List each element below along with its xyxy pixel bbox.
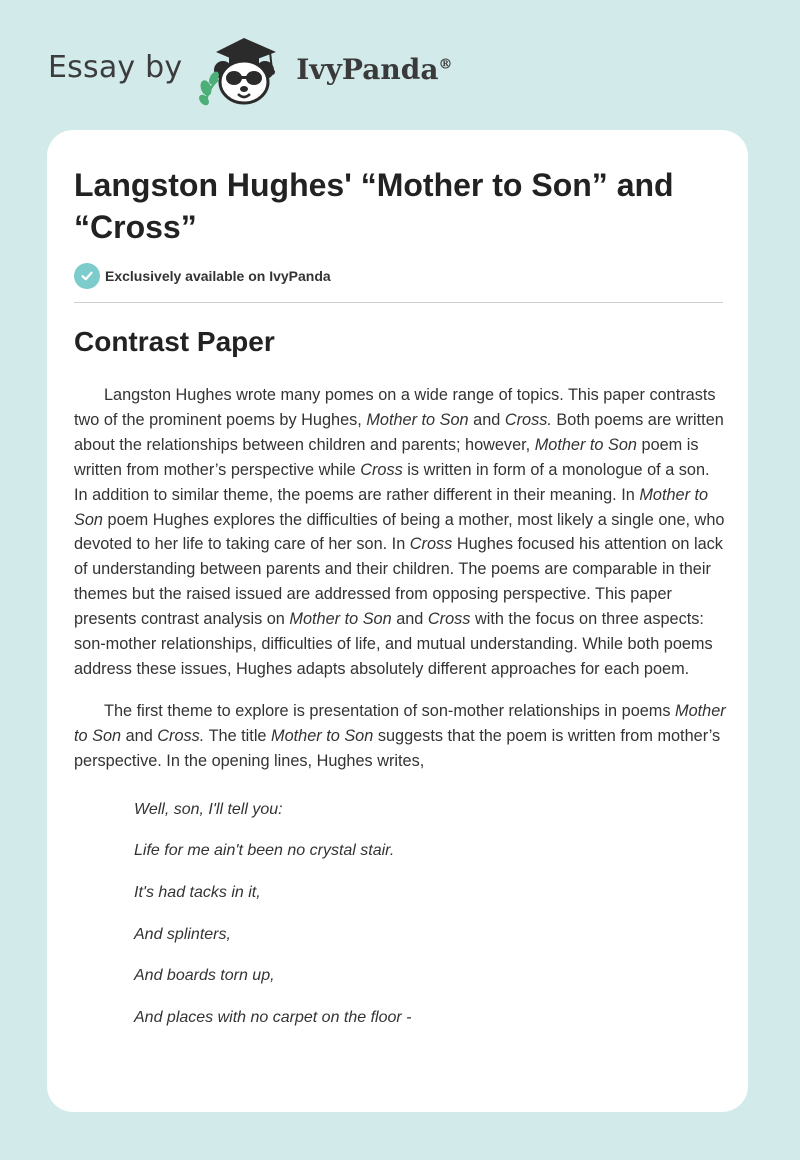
panda-graduate-icon[interactable] (196, 30, 292, 110)
poem-excerpt (74, 798, 726, 1030)
verse-line: Life for me ain't been no crystal stair. (134, 842, 395, 860)
exclusive-label: Exclusively available on IvyPanda (105, 268, 331, 284)
article-title: Langston Hughes' “Mother to Son” and “Cross” (74, 167, 674, 245)
article-body (74, 383, 726, 1047)
site-header (48, 30, 508, 110)
divider (74, 302, 723, 303)
essay-by-label: Essay by (48, 49, 183, 85)
brand-name[interactable]: IvyPanda® (296, 52, 453, 86)
article-card (47, 130, 748, 1112)
verse-line: It's had tacks in it, (134, 883, 261, 901)
check-circle-icon (74, 263, 100, 289)
verse-line: And splinters, (134, 925, 231, 943)
verse-line: And places with no carpet on the floor - (134, 1009, 412, 1027)
section-title: Contrast Paper (74, 326, 275, 357)
exclusive-badge (74, 263, 331, 289)
verse-line: And boards torn up, (134, 967, 275, 985)
paragraph-1: Langston Hughes wrote many pomes on a wide range of topics. This paper contrasts two of the prominent poems by Hughes, Mother to Son and Cross. Both poems are written about the relationships between children and parents; however, Mother to Son poem is written from mother’s perspective while Cross is written in form of a monologue of a son. In addition to similar theme, the poems are rather different in their meaning. In Mother to Son poem Hughes explores the difficulties of being a mother, most likely a single one, who devoted to her life to taking care of her son. In Cross Hughes focused his attention on lack of understanding between parents and their children. The poems are comparable in their themes but the raised issued are addressed from opposing perspective. This paper presents contrast analysis on Mother to Son and Cross with the focus on three aspects: son-mother relationships, difficulties of life, and mutual understanding. While both poems address these issues, Hughes adapts absolutely different approaches for each poem. (74, 386, 725, 678)
verse-line: Well, son, I'll tell you: (134, 800, 283, 818)
paragraph-2: The first theme to explore is presentation of son-mother relationships in poems Mother to Son and Cross. The title Mother to Son suggests that the poem is written from mother’s perspective. In the opening lines, Hughes writes, (74, 701, 726, 770)
